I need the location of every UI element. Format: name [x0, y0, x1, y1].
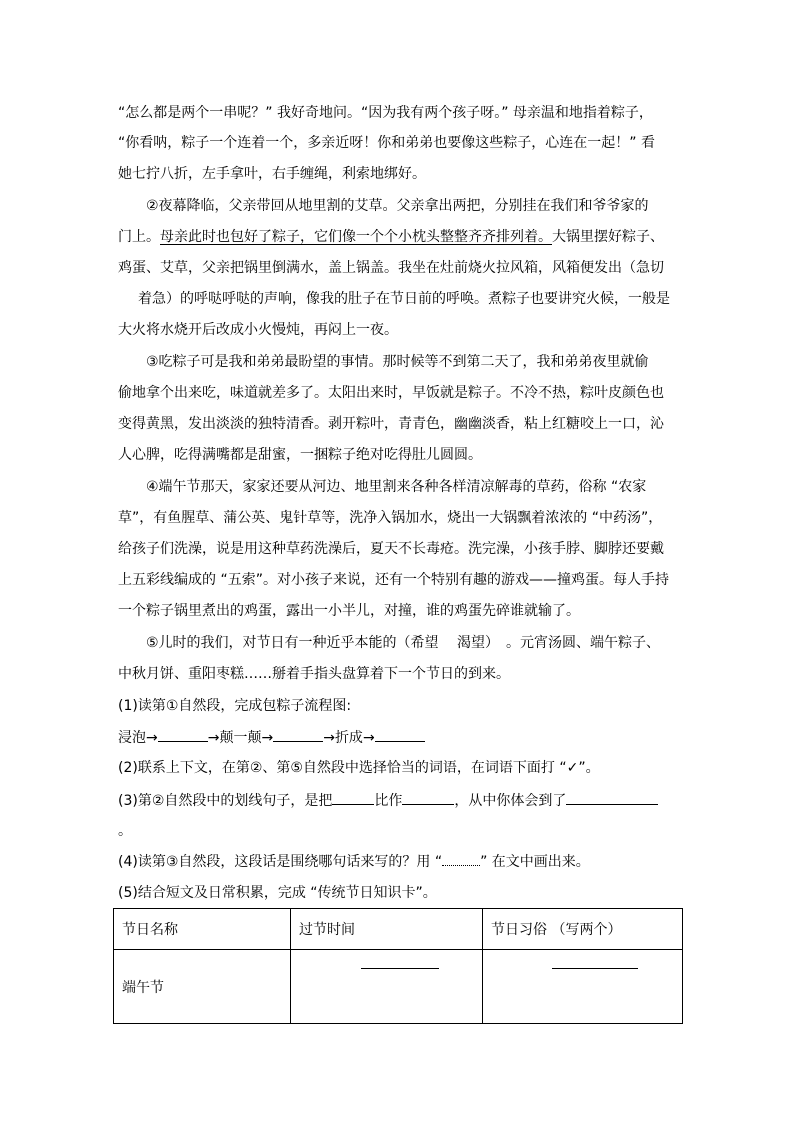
question-1: (1)读第①自然段，完成包粽子流程图: — [118, 698, 352, 714]
passage-text: 大锅里摆好粽子、 — [552, 229, 664, 245]
arrow-icon: → — [207, 730, 220, 746]
answer-blank[interactable] — [402, 790, 454, 805]
passage-text: 门上。 — [118, 229, 160, 245]
arrow-icon: → — [362, 730, 375, 746]
flow-step-soak: 浸泡 — [118, 730, 146, 746]
question-text: (4)读第③自然段，这段话是围绕哪句话来写的？用 “ — [118, 854, 443, 870]
answer-blank[interactable] — [375, 727, 425, 742]
paragraph-2-start: ②夜幕降临，父亲带回从地里割的艾草。父亲拿出两把，分别挂在我们和爷爷家的 — [146, 198, 649, 214]
paragraph-4-start: ④端午节那天，家家还要从河边、地里割来各种各样清凉解毒的草药，俗称 “农家 — [146, 479, 647, 495]
answer-blank[interactable] — [273, 727, 323, 742]
table-cell-customs[interactable] — [483, 950, 683, 1024]
arrow-icon: → — [146, 730, 158, 746]
passage-line: 给孩子们洗澡，说是用这种草药洗澡后，夏天不长毒疮。洗完澡，小孩手脖、脚脖还要戴 — [118, 541, 664, 557]
passage-line: 大火将水烧开后改成小火慢炖，再闷上一夜。 — [118, 322, 398, 338]
passage-line: 偷地拿个出来吃，味道就差多了。太阳出来时，早饭就是粽子。不冷不热，粽叶皮颜色也 — [118, 385, 664, 401]
table-header-row — [114, 909, 683, 950]
question-4 — [118, 852, 590, 872]
flow-chart — [118, 727, 425, 748]
passage-line — [118, 227, 664, 247]
passage-line: 着急）的呼哒呼哒的声响，像我的肚子在节日前的呼唤。煮粽子也要讲究火候，一般是 — [138, 291, 670, 307]
question-5: (5)结合短文及日常积累，完成 “传统节日知识卡”。 — [118, 885, 437, 901]
table-row — [114, 950, 683, 1024]
arrow-icon: → — [261, 730, 274, 746]
answer-blank[interactable] — [566, 790, 658, 805]
paragraph-3-start: ③吃粽子可是我和弟弟最盼望的事情。那时候等不到第二天了，我和弟弟夜里就偷 — [146, 354, 649, 370]
passage-line: “你看呐，粽子一个连着一个，多亲近呀！你和弟弟也要像这些粽子，心连在一起！” 看 — [118, 135, 655, 151]
passage-line: 草”，有鱼腥草、蒲公英、鬼针草等，洗净入锅加水，烧出一大锅飘着浓浓的 “中药汤”， — [118, 510, 663, 526]
passage-line: 变得黄黑，发出淡淡的独特清香。剥开粽叶，青青色，幽幽淡香，粘上红糖咬上一口，沁 — [118, 416, 664, 432]
question-3 — [118, 790, 658, 811]
passage-line: 一个粽子锅里煮出的鸡蛋，露出一小半儿，对撞，谁的鸡蛋先碎谁就输了。 — [118, 603, 580, 619]
table-cell-time[interactable] — [291, 950, 483, 1024]
question-text: ” 在文中画出来。 — [480, 854, 590, 870]
wavy-line-icon — [442, 855, 480, 866]
table-header: 节日习俗 （写两个） — [483, 909, 683, 950]
passage-line: “怎么都是两个一串呢？” 我好奇地问。“因为我有两个孩子呀。” 母亲温和地指着粽子， — [118, 105, 653, 121]
passage-line: 鸡蛋、艾草，父亲把锅里倒满水，盖上锅盖。我坐在灶前烧火拉风箱，风箱便发出（急切 — [118, 260, 664, 276]
passage-line: 她七拧八折，左手拿叶，右手缠绳，利索地绑好。 — [118, 166, 426, 182]
answer-blank[interactable] — [361, 967, 439, 969]
table-header: 节日名称 — [114, 909, 291, 950]
paragraph-5-start: ⑤儿时的我们，对节日有一种近乎本能的（希望 渴望） 。元宵汤圆、端午粽子、 — [146, 635, 660, 651]
passage-line: 上五彩线编成的 “五索”。对小孩子来说，还有一个特别有趣的游戏——撞鸡蛋。每人手持 — [118, 572, 669, 588]
question-2: (2)联系上下文，在第②、第⑤自然段中选择恰当的词语，在词语下面打 “✓”。 — [118, 760, 600, 776]
passage-line: 人心脾，吃得满嘴都是甜蜜，一捆粽子绝对吃得肚儿圆圆。 — [118, 447, 482, 463]
table-header: 过节时间 — [291, 909, 483, 950]
question-text: ，从中你体会到了 — [454, 793, 567, 809]
arrow-icon: → — [323, 730, 335, 746]
question-text: (3)第②自然段中的划线句子，是把 — [118, 793, 333, 809]
passage-line: 中秋月饼、重阳枣糕……掰着手指头盘算着下一个节日的到来。 — [118, 666, 510, 682]
answer-blank[interactable] — [552, 967, 638, 969]
flow-step-fold: 折成 — [334, 730, 363, 746]
flow-step-shake: 颠一颠 — [219, 730, 262, 746]
table-cell-festival-name: 端午节 — [114, 950, 291, 1024]
answer-blank[interactable] — [332, 790, 374, 805]
underlined-sentence: 母亲此时也包好了粽子，它们像一个个小枕头整整齐齐排列着。 — [160, 229, 552, 245]
festival-knowledge-card — [113, 908, 683, 1024]
answer-blank[interactable] — [158, 727, 208, 742]
question-3-end: 。 — [118, 823, 132, 839]
question-text: 比作 — [374, 793, 403, 809]
